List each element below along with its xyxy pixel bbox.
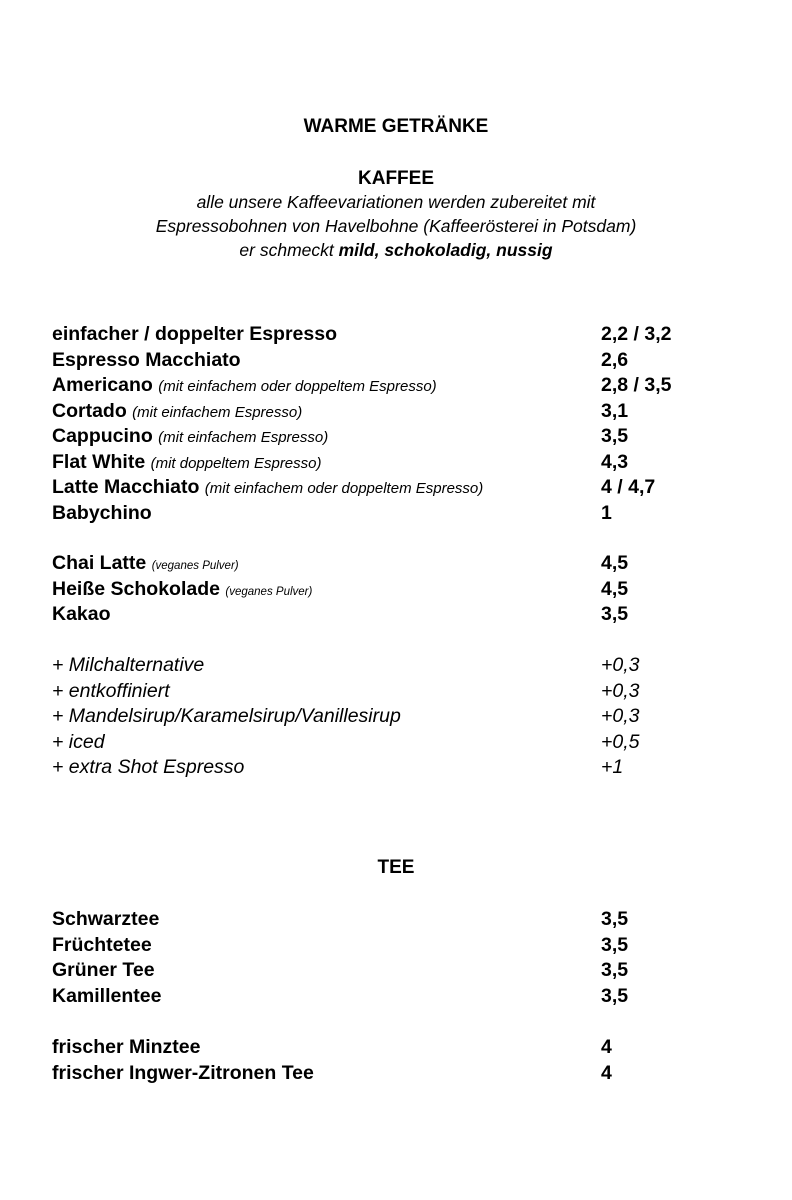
menu-item: [52, 933, 752, 959]
item-note: (mit doppeltem Espresso): [150, 454, 322, 472]
item-name: Früchtetee: [52, 933, 152, 956]
other-drinks-list: [52, 551, 752, 628]
page-title: WARME GETRÄNKE: [303, 116, 489, 137]
item-note: (veganes Pulver): [151, 560, 239, 572]
menu-item: [52, 1035, 752, 1061]
extra-name: + iced: [52, 730, 105, 753]
item-name: Kamillentee: [52, 984, 162, 1007]
item-note: (mit einfachem Espresso): [158, 429, 329, 446]
kaffee-menu-list: [52, 322, 752, 526]
extra-price: +0,5: [601, 730, 640, 753]
tee-menu-list: [52, 907, 752, 1009]
item-name: Flat White: [52, 450, 146, 473]
menu-item: [52, 958, 752, 984]
item-price: 3,5: [601, 959, 629, 981]
item-price: 2,6: [601, 348, 629, 371]
menu-item: [52, 322, 752, 348]
item-price: 4,3: [601, 450, 629, 473]
extra-price: +1: [601, 756, 624, 778]
item-name: Schwarztee: [52, 908, 160, 930]
item-price: 2,8 / 3,5: [601, 374, 672, 396]
extra-name: + entkoffiniert: [52, 679, 170, 702]
intro-line: alle unsere Kaffeevariationen werden zubereitet mit: [196, 192, 596, 212]
item-name-wrap: [52, 424, 328, 451]
menu-item: [52, 907, 752, 933]
item-name: Kakao: [52, 603, 111, 625]
menu-item: [52, 399, 752, 425]
extra-item: [52, 704, 752, 730]
menu-item: [52, 501, 752, 527]
item-price: 4,5: [601, 552, 629, 574]
intro-line: Espressobohnen von Havelbohne (Kaffeerösterei in Potsdam): [155, 216, 637, 236]
item-price: 4: [601, 1061, 612, 1084]
item-note: (veganes Pulver): [225, 585, 313, 598]
menu-item: [52, 551, 752, 577]
item-price: 4 / 4,7: [601, 476, 656, 498]
item-name: Espresso Macchiato: [52, 348, 241, 371]
item-name-wrap: [52, 373, 437, 400]
item-price: 3,5: [601, 933, 629, 956]
extras-list: [52, 653, 752, 781]
menu-item: [52, 475, 752, 501]
item-name: Heiße Schokolade: [52, 577, 220, 600]
section-heading-kaffee: KAFFEE: [358, 168, 434, 189]
item-name: einfacher / doppelter Espresso: [52, 323, 338, 345]
fresh-tee-list: [52, 1035, 752, 1086]
item-note: (mit einfachem Espresso): [132, 403, 303, 421]
item-name-wrap: [52, 475, 483, 502]
item-name-wrap: [52, 551, 239, 580]
menu-item: [52, 450, 752, 476]
item-name: Grüner Tee: [52, 959, 155, 981]
kaffee-intro: [0, 190, 792, 262]
extra-item: [52, 653, 752, 679]
extra-name: + extra Shot Espresso: [52, 756, 245, 778]
extra-item: [52, 730, 752, 756]
item-price: 4: [601, 1036, 612, 1058]
item-price: 3,1: [601, 399, 629, 422]
menu-item: [52, 348, 752, 374]
intro-taste-notes: mild, schokoladig, nussig: [338, 240, 553, 260]
item-note: (mit einfachem oder doppeltem Espresso): [158, 378, 437, 395]
extra-name: + Milchalternative: [52, 654, 205, 676]
extra-item: [52, 679, 752, 705]
item-price: 3,5: [601, 984, 629, 1007]
item-price: 1: [601, 501, 612, 524]
extra-price: +0,3: [601, 679, 640, 702]
menu-item: [52, 424, 752, 450]
item-price: 2,2 / 3,2: [601, 323, 672, 345]
intro-line-prefix: er schmeckt: [239, 240, 339, 260]
item-name: Chai Latte: [52, 552, 147, 574]
item-note: (mit einfachem oder doppeltem Espresso): [204, 480, 484, 497]
menu-item: [52, 577, 752, 603]
item-name: frischer Ingwer-Zitronen Tee: [52, 1061, 314, 1084]
item-name: Cortado: [52, 399, 127, 422]
extra-price: +0,3: [601, 705, 640, 727]
item-name: Babychino: [52, 501, 152, 524]
menu-item: [52, 1061, 752, 1087]
section-heading-tee: TEE: [377, 857, 415, 878]
item-name-wrap: [52, 399, 302, 426]
menu-item: [52, 373, 752, 399]
extra-item: [52, 755, 752, 781]
item-price: 3,5: [601, 603, 629, 625]
intro-line: [0, 238, 792, 262]
item-price: 3,5: [601, 908, 629, 930]
menu-item: [52, 984, 752, 1010]
extra-price: +0,3: [601, 654, 640, 676]
item-name-wrap: [52, 577, 312, 606]
item-name-wrap: [52, 450, 322, 477]
item-price: 4,5: [601, 577, 629, 600]
menu-item: [52, 602, 752, 628]
item-name: Latte Macchiato: [52, 476, 200, 498]
item-price: 3,5: [601, 425, 629, 447]
extra-name: + Mandelsirup/Karamelsirup/Vanillesirup: [52, 705, 401, 727]
item-name: Cappucino: [52, 425, 153, 447]
item-name: frischer Minztee: [52, 1036, 201, 1058]
item-name: Americano: [52, 374, 153, 396]
